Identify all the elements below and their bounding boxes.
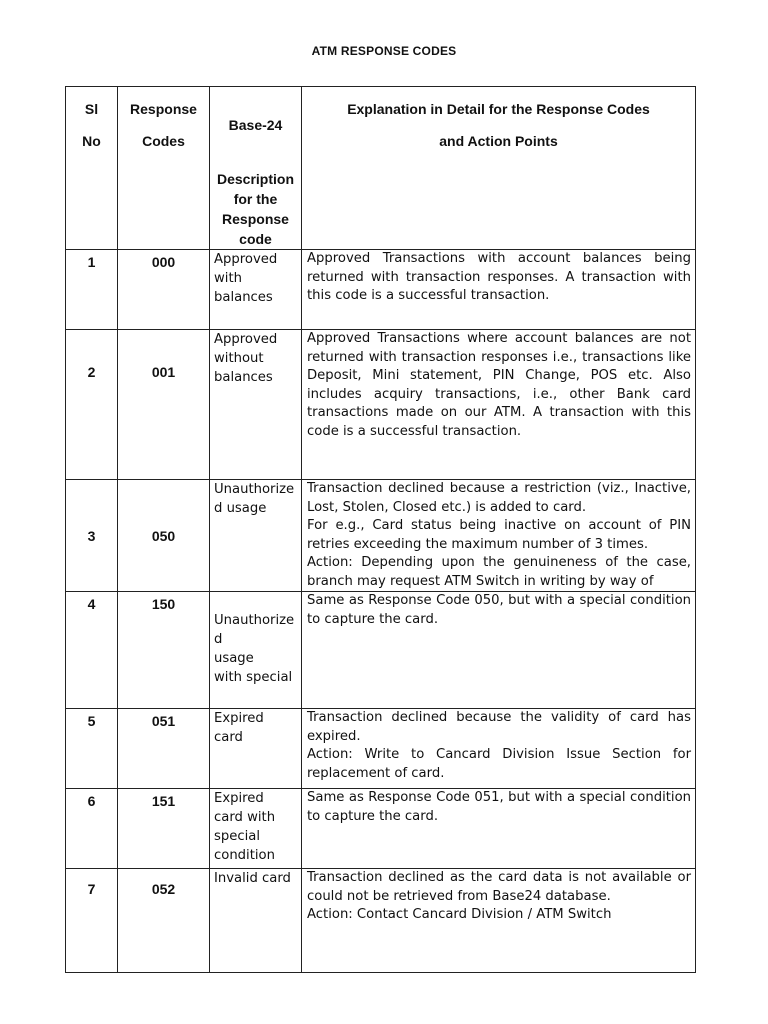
row-sl: 5 bbox=[66, 709, 118, 789]
row-description: Expired card with special condition bbox=[210, 789, 302, 869]
explanation-paragraph: Transaction declined because a restriction (viz., Inactive, Lost, Stolen, Closed etc.) is added to card. bbox=[307, 481, 691, 515]
row-description: Unauthorize d usage bbox=[210, 480, 302, 592]
row-explanation bbox=[302, 480, 696, 592]
row-description: Expired card bbox=[210, 709, 302, 789]
header-response-codes: Response Codes bbox=[118, 87, 210, 250]
row-explanation bbox=[302, 869, 696, 973]
row-sl: 1 bbox=[66, 250, 118, 330]
table-row bbox=[66, 592, 696, 709]
row-explanation bbox=[302, 330, 696, 480]
row-description: Approved without balances bbox=[210, 330, 302, 480]
table-row bbox=[66, 480, 696, 592]
description-clip: Unauthorize d usage with special bbox=[214, 613, 295, 685]
explanation-paragraph: Same as Response Code 051, but with a special condition to capture the card. bbox=[307, 790, 691, 824]
header-explanation: Explanation in Detail for the Response Codes and Action Points bbox=[302, 87, 696, 250]
row-code: 001 bbox=[118, 330, 210, 480]
row-description bbox=[210, 592, 302, 709]
explanation-paragraph: For e.g., Card status being inactive on account of PIN retries exceeding the maximum number of 3 times. bbox=[307, 518, 691, 552]
row-explanation bbox=[302, 250, 696, 330]
row-code: 050 bbox=[118, 480, 210, 592]
header-base24-title: Base-24 bbox=[228, 117, 283, 133]
row-explanation bbox=[302, 592, 696, 709]
explanation-paragraph: Approved Transactions with account balances being returned with transaction responses. A transaction with this code is a successful transaction. bbox=[307, 251, 691, 304]
table-row bbox=[66, 709, 696, 789]
table-header-row bbox=[66, 87, 696, 250]
row-explanation bbox=[302, 709, 696, 789]
table-row bbox=[66, 869, 696, 973]
row-code: 000 bbox=[118, 250, 210, 330]
row-description: Invalid card bbox=[210, 869, 302, 973]
response-codes-table bbox=[65, 86, 696, 973]
header-sl-no: Sl No bbox=[66, 87, 118, 250]
explanation-paragraph: Action: Contact Cancard Division / ATM Switch bbox=[307, 907, 612, 923]
row-sl: 4 bbox=[66, 592, 118, 709]
row-description: Approved with balances bbox=[210, 250, 302, 330]
explanation-paragraph: Approved Transactions where account balances are not returned with transaction responses i.e., transactions like Deposit, Mini statement, PIN Change, POS etc. Also includes acquiry transactions, i.e., other Bank card transactions made on our ATM. A transaction with this code is a successful transaction. bbox=[307, 331, 691, 439]
row-sl: 6 bbox=[66, 789, 118, 869]
row-sl: 2 bbox=[66, 330, 118, 480]
explanation-paragraph: Action: Write to Cancard Division Issue Section for replacement of card. bbox=[307, 747, 691, 781]
row-sl: 7 bbox=[66, 869, 118, 973]
header-base24 bbox=[210, 87, 302, 250]
explanation-paragraph: Transaction declined because the validity of card has expired. bbox=[307, 710, 691, 744]
row-explanation bbox=[302, 789, 696, 869]
row-code: 051 bbox=[118, 709, 210, 789]
header-base24-description: Description for the Response code bbox=[216, 171, 294, 247]
explanation-clip bbox=[307, 480, 691, 590]
explanation-paragraph: Transaction declined as the card data is not available or could not be retrieved from Base24 database. bbox=[307, 870, 691, 904]
row-sl: 3 bbox=[66, 480, 118, 592]
row-code: 151 bbox=[118, 789, 210, 869]
explanation-paragraph: Action: Depending upon the genuineness of the case, branch may request ATM Switch in writing by way of bbox=[307, 555, 691, 589]
table-row bbox=[66, 250, 696, 330]
row-code: 052 bbox=[118, 869, 210, 973]
table-row bbox=[66, 789, 696, 869]
page-title: ATM RESPONSE CODES bbox=[311, 44, 457, 58]
table-row bbox=[66, 330, 696, 480]
row-code: 150 bbox=[118, 592, 210, 709]
explanation-paragraph: Same as Response Code 050, but with a special condition to capture the card. bbox=[307, 593, 691, 627]
